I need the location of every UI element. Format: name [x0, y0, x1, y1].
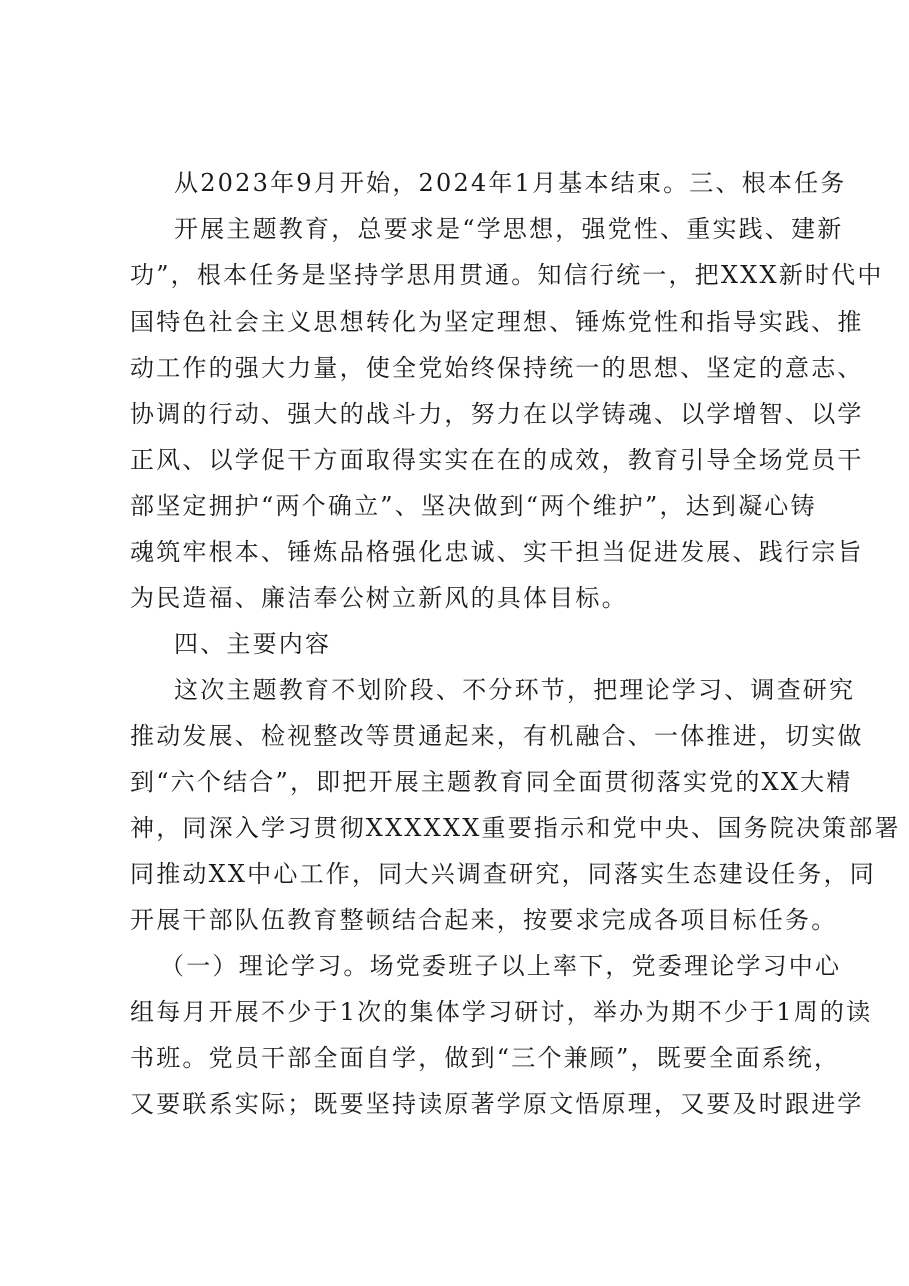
text-line: 开展干部队伍教育整顿结合起来，按要求完成各项目标任务。	[130, 906, 838, 934]
text-line: 同推动XX中心工作，同大兴调查研究，同落实生态建设任务，同	[130, 860, 876, 888]
text-line: 国特色社会主义思想转化为坚定理想、锤炼党性和指导实践、推	[130, 308, 864, 336]
text-line: 为民造福、廉洁奉公树立新风的具体目标。	[130, 584, 628, 612]
text-line: 协调的行动、强大的战斗力，努力在以学铸魂、以学增智、以学	[130, 400, 864, 428]
text-line: 推动发展、检视整改等贯通起来，有机融合、一体推进，切实做	[130, 722, 864, 750]
text-line: 又要联系实际；既要坚持读原著学原文悟原理，又要及时跟进学	[130, 1090, 864, 1118]
text-line: 组每月开展不少于1次的集体学习研讨，举办为期不少于1周的读	[130, 998, 873, 1026]
text-line: 书班。党员干部全面自学，做到“三个兼顾”，既要全面系统，	[130, 1044, 841, 1072]
text-line: 正风、以学促干方面取得实实在在的成效，教育引导全场党员干	[130, 446, 864, 474]
text-line: 神，同深入学习贯彻XXXXXX重要指示和党中央、国务院决策部署	[130, 814, 901, 842]
text-line: 从2023年9月开始，2024年1月基本结束。三、根本任务	[174, 169, 847, 197]
text-line: 部坚定拥护“两个确立”、坚决做到“两个维护”，达到凝心铸	[130, 492, 817, 520]
text-line: 到“六个结合”，即把开展主题教育同全面贯彻落实党的XX大精	[130, 768, 853, 796]
text-line: 魂筑牢根本、锤炼品格强化忠诚、实干担当促进发展、践行宗旨	[130, 538, 864, 566]
text-line: 动工作的强大力量，使全党始终保持统一的思想、坚定的意志、	[130, 354, 864, 382]
text-line: 开展主题教育，总要求是“学思想，强党性、重实践、建新	[174, 215, 844, 243]
text-line: 功”，根本任务是坚持学思用贯通。知信行统一，把XXX新时代中	[130, 261, 884, 289]
section-heading: 四、主要内容	[174, 630, 332, 658]
subsection-heading-line: （一）理论学习。场党委班子以上率下，党委理论学习中心	[160, 952, 842, 980]
text-line: 这次主题教育不划阶段、不分环节，把理论学习、调查研究	[174, 676, 856, 704]
